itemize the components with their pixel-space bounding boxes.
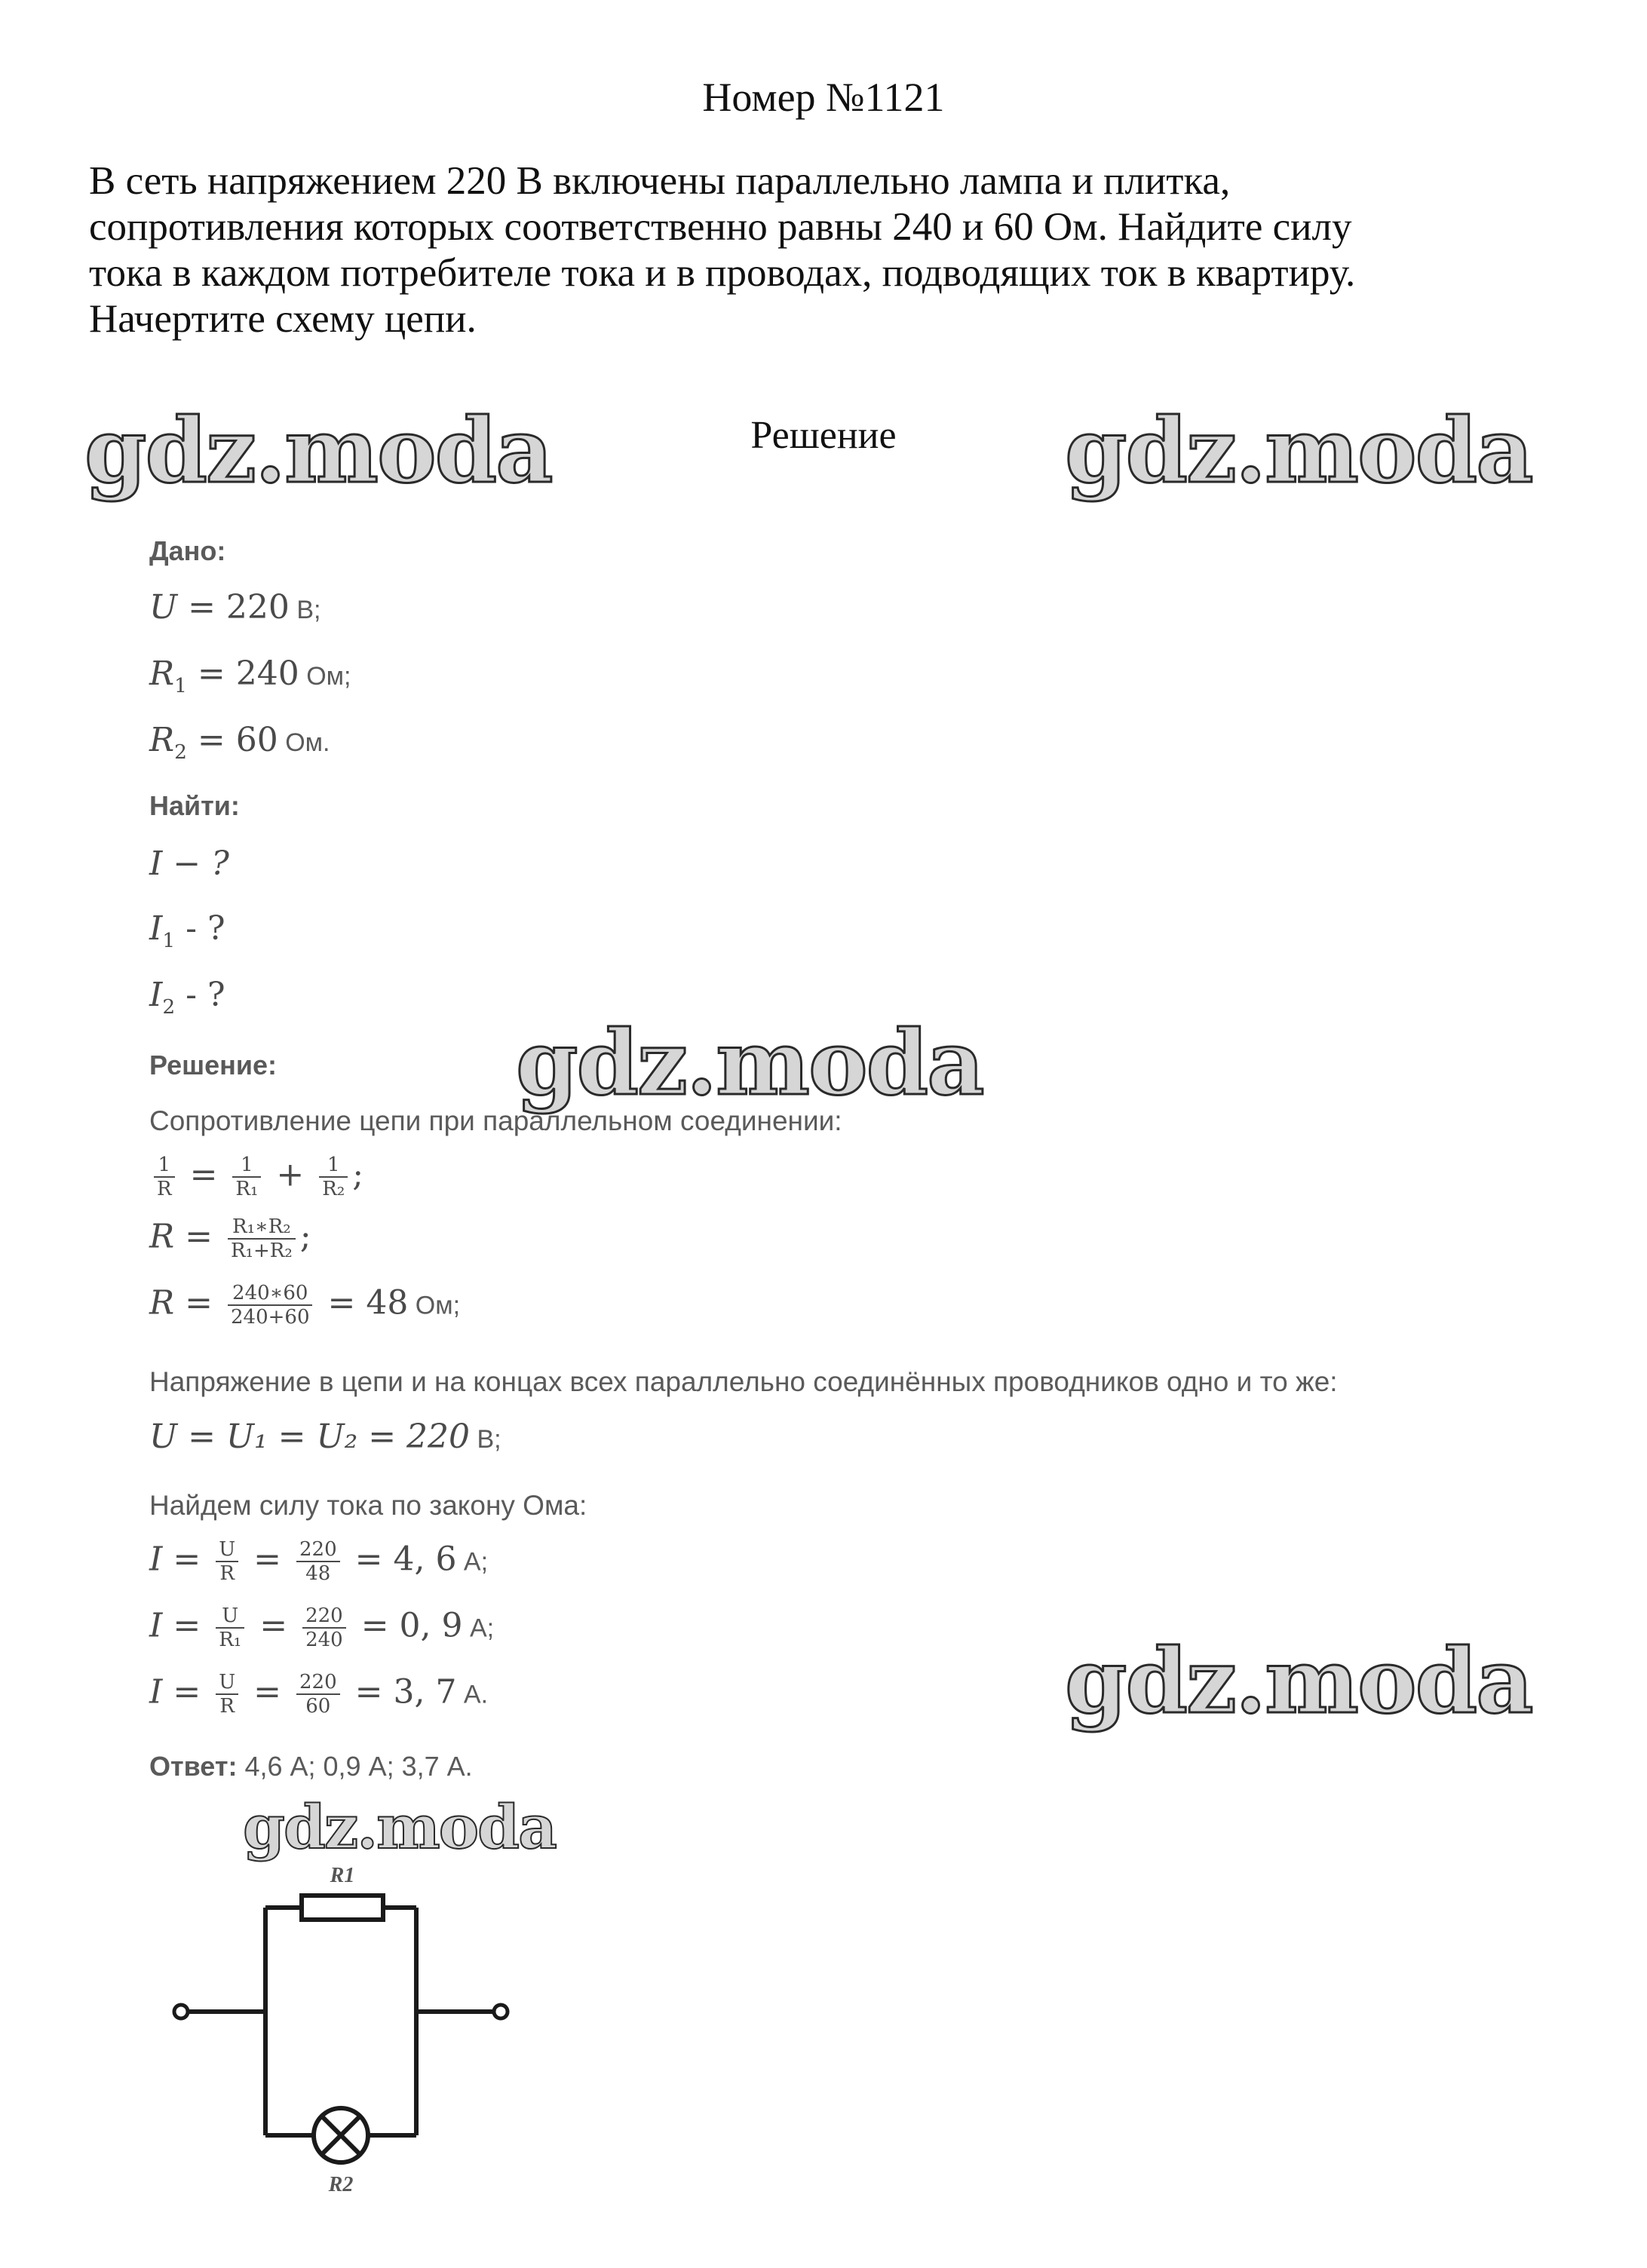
answer-label: Ответ: [149, 1751, 238, 1782]
solution-text: Найдем силу тока по закону Ома: [149, 1490, 587, 1521]
fraction: $\frac{220}{240}$ [302, 1604, 346, 1651]
symbol: I [149, 909, 163, 948]
fraction: $\frac{1}{\text{R₂}}$ [319, 1154, 348, 1200]
terminal-left [174, 2005, 188, 2018]
fraction: $\frac{U}{R}$ [216, 1538, 238, 1585]
resistor-symbol [302, 1896, 383, 1920]
formula-r-value: R = $\frac{240∗60}{240+60}$ = 48 Ом; [149, 1282, 461, 1329]
fraction: $\frac{220}{48}$ [296, 1538, 340, 1585]
symbol: R [149, 721, 175, 759]
answer-text: 4,6 А; 0,9 А; 3,7 А. [237, 1751, 473, 1782]
solution-text: Напряжение в цепи и на концах всех параллельно соединённых проводников одно и то же: [149, 1366, 1338, 1397]
find-I1 [149, 909, 225, 952]
terminal-right [494, 2005, 508, 2018]
watermark-logo: gdz.moda [84, 398, 552, 503]
fraction: $\frac{1}{R}$ [154, 1154, 175, 1200]
watermark-logo: gdz.moda [1065, 398, 1532, 503]
subscript: 1 [174, 673, 187, 697]
fraction: $\frac{240∗60}{240+60}$ [228, 1282, 313, 1329]
symbol: U [149, 588, 178, 627]
value: = 60 [186, 721, 278, 759]
page-title: Номер №1121 [702, 75, 945, 120]
fraction: $\frac{220}{60}$ [296, 1671, 340, 1718]
subscript: 2 [162, 995, 176, 1019]
rest: - ? [175, 976, 225, 1014]
symbol: I [149, 976, 163, 1014]
value: = 220 [177, 588, 290, 627]
problem-line: сопротивления которых соответственно равны 240 и 60 Ом. Найдите силу [89, 205, 1352, 249]
unit: Ом; [299, 662, 351, 691]
subscript: 1 [162, 928, 176, 952]
fraction: $\frac{U}{\text{R₁}}$ [216, 1604, 244, 1651]
fraction: $\frac{1}{\text{R₁}}$ [232, 1154, 261, 1200]
value: = 240 [186, 654, 299, 693]
formula-parallel: $\frac{1}{R}$ = $\frac{1}{\text{R₁}}$ + $\frac{1}{\text{R₂}}$ ; [149, 1154, 363, 1200]
problem-line: тока в каждом потребителе тока и в проводах, подводящих ток в квартиру. [89, 251, 1356, 295]
formula-r-total: R = $\frac{\text{R₁∗R₂}}{\text{R₁+R₂}}$ ; [149, 1215, 311, 1262]
find-label: Найти: [149, 790, 240, 821]
formula-current-total: I = $\frac{U}{R}$ = $\frac{220}{48}$ = 4, 6 А; [149, 1538, 489, 1585]
fraction: $\frac{\text{R₁∗R₂}}{\text{R₁+R₂}}$ [228, 1215, 296, 1262]
r2-label: R2 [328, 2173, 354, 2196]
formula-current-2: I = $\frac{U}{R}$ = $\frac{220}{60}$ = 3, 7 А. [149, 1671, 489, 1718]
given-U [149, 588, 321, 627]
problem-statement [89, 158, 1355, 342]
problem-line: Начертите схему цепи. [89, 297, 477, 341]
watermark-logo: gdz.moda [1065, 1629, 1532, 1733]
find-I [149, 844, 229, 883]
solution-heading: Решение [750, 414, 897, 457]
given-R1 [149, 654, 351, 697]
fraction: $\frac{U}{R}$ [216, 1671, 238, 1718]
unit: Ом. [278, 728, 330, 757]
solution-text: Сопротивление цепи при параллельном соединении: [149, 1105, 842, 1136]
symbol: R [149, 654, 175, 693]
rest: - ? [175, 909, 225, 948]
r1-label: R1 [330, 1864, 355, 1887]
problem-line: В сеть напряжением 220 В включены параллельно лампа и плитка, [89, 159, 1231, 203]
watermark-logo: gdz.moda [243, 1791, 556, 1862]
circuit-diagram [151, 1855, 543, 2202]
answer [149, 1751, 473, 1782]
given-R2 [149, 721, 330, 764]
given-label: Дано: [149, 535, 226, 566]
solution-label: Решение: [149, 1050, 278, 1080]
watermark-logo: gdz.moda [516, 1010, 983, 1115]
unit: В; [289, 596, 321, 624]
subscript: 2 [174, 740, 187, 764]
find-I2 [149, 976, 225, 1019]
find-I-text: I − ? [149, 844, 229, 883]
formula-voltage: U = U₁ = U₂ = 220 В; [149, 1418, 501, 1456]
formula-current-1: I = $\frac{U}{\text{R₁}}$ = $\frac{220}{240}$ = 0, 9 А; [149, 1604, 495, 1651]
